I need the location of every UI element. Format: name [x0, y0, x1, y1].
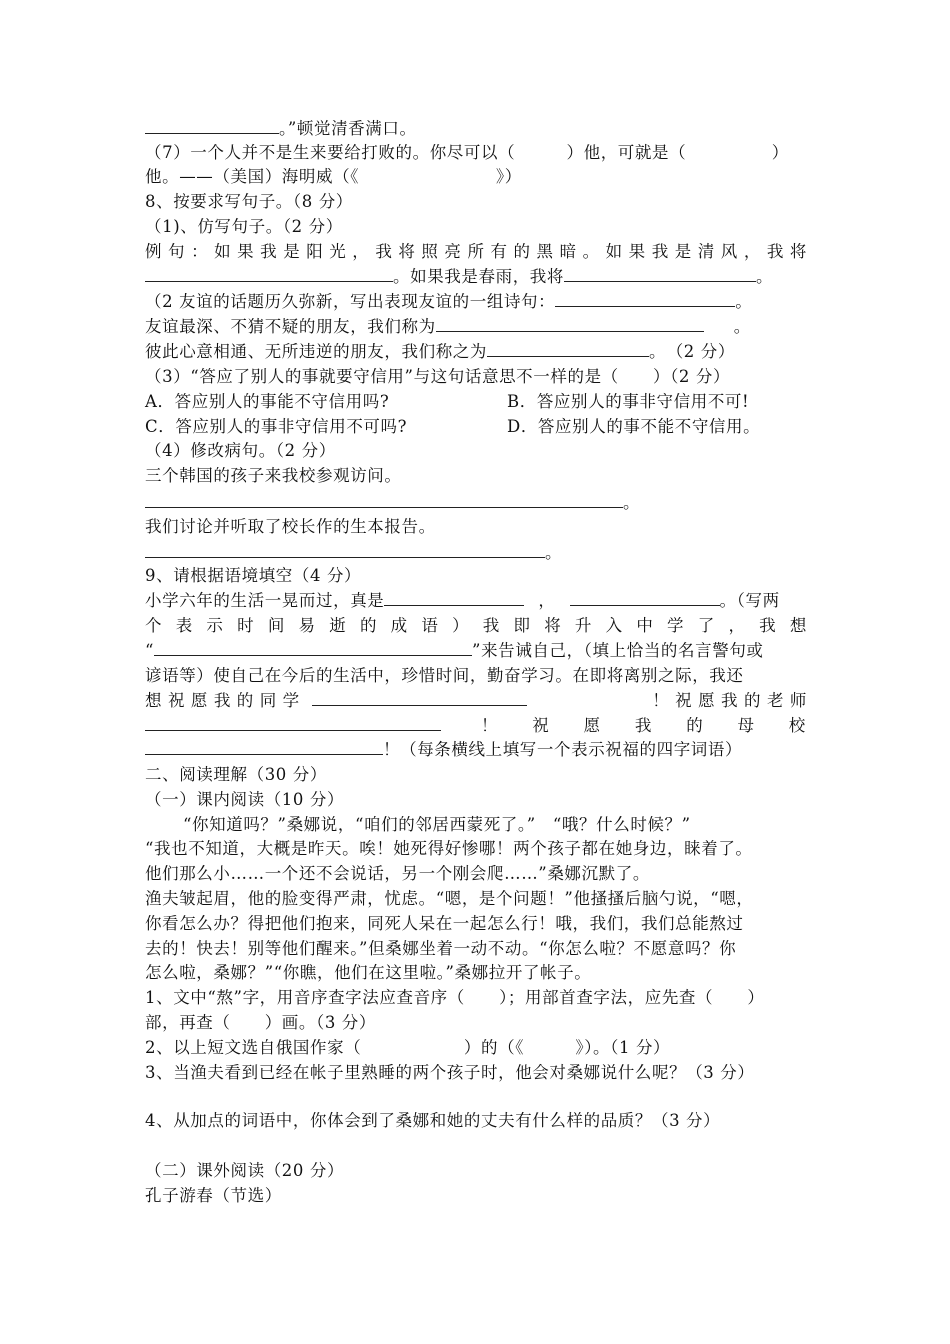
- imitation-line: 。如果我是春雨，我将 。: [145, 264, 807, 289]
- faulty-sentence-1: 三个韩国的孩子来我校参观访问。: [145, 466, 402, 485]
- correction-line-2: 。: [145, 540, 807, 565]
- passage-line: 渔夫皱起眉，他的脸变得严肃，忧虑。“嗯，是个问题！”他搔搔后脑勺说，“嗯，: [145, 889, 754, 908]
- answer-blank[interactable]: [555, 289, 735, 307]
- reading-q4: 4、从加点的词语中，你体会到了桑娜和她的丈夫有什么样的品质？（3 分）: [145, 1111, 721, 1130]
- faulty-sentence-2: 我们讨论并听取了校长作的生本报告。: [145, 517, 436, 536]
- context-fill-2: 个 表 示 时 间 易 逝 的 成 语 ） 我 即 将 升 入 中 学 了 ， 我 想: [145, 616, 807, 635]
- context-fill-7: ！（每条横线上填写一个表示祝福的四字词语）: [145, 737, 807, 762]
- passage-line: “你知道吗？”桑娜说，“咱们的邻居西蒙死了。” “哦？什么时候？”: [183, 815, 691, 834]
- answer-blank[interactable]: [154, 638, 472, 656]
- example-sentence: 例句：如果我是阳光，我将照亮所有的黑暗。如果我是清风，我将: [145, 242, 807, 261]
- friendship-term-2: 彼此心意相通、无所违逆的朋友，我们称之为 。 （2 分）: [145, 339, 807, 364]
- reading-2-heading: （二）课外阅读（20 分）: [145, 1161, 345, 1180]
- correction-line-1: 。: [145, 490, 807, 515]
- options-ab: A．答应别人的事能不守信用吗? B．答应别人的事非守信用不可!: [145, 392, 750, 411]
- reading-q1: 1、文中“熬”字，用音序查字法应查音序（ ）；用部首查字法，应先查（ ）: [145, 988, 765, 1007]
- context-fill-3: “ ”来告诫自己，（填上恰当的名言警句或: [145, 638, 807, 663]
- line-7-end: 。”顿觉清香满口。: [145, 116, 807, 141]
- reading-q1-cont: 部，再查（ ）画。（3 分）: [145, 1013, 376, 1032]
- passage-line: 去的！快去！别等他们醒来。”但桑娜坐着一动不动。“你怎么啦？不愿意吗？你: [145, 939, 737, 958]
- question-8-1: （1)、仿写句子。（2 分）: [145, 217, 343, 236]
- context-fill-6: ！ 祝 愿 我 的 母 校: [145, 713, 807, 738]
- options-cd: C．答应别人的事非守信用不可吗? D．答应别人的事不能不守信用。: [145, 417, 761, 436]
- line-7: （7）一个人并不是生来要给打败的。你尽可以（ ）他，可就是（ ）: [145, 143, 789, 162]
- context-fill-4: 谚语等）使自己在今后的生活中，珍惜时间，勤奋学习。在即将离别之际，我还: [145, 666, 744, 685]
- answer-blank[interactable]: [145, 713, 441, 731]
- answer-blank[interactable]: [487, 339, 649, 357]
- section-2-heading: 二、阅读理解（30 分）: [145, 765, 327, 784]
- reading-q3: 3、当渔夫看到已经在帐子里熟睡的两个孩子时，他会对桑娜说什么呢？（3 分）: [145, 1063, 755, 1082]
- answer-blank[interactable]: [436, 314, 704, 332]
- passage-line: “我也不知道，大概是昨天。唉！她死得好惨哪！两个孩子都在她身边，睐着了。: [145, 839, 753, 858]
- friendship-term-1: 友谊最深、不猜不疑的朋友，我们称为 。: [145, 314, 807, 339]
- answer-blank[interactable]: [145, 264, 393, 282]
- passage-line: 怎么啦，桑娜？”“你瞧，他们在这里啦。”桑娜拉开了帐子。: [145, 963, 592, 982]
- answer-blank[interactable]: [384, 588, 524, 606]
- friendship-poem: （2 友谊的话题历久弥新，写出表现友谊的一组诗句： 。: [145, 289, 807, 314]
- reading-1-heading: （一）课内阅读（10 分）: [145, 790, 345, 809]
- answer-blank[interactable]: [312, 688, 527, 706]
- answer-blank[interactable]: [145, 540, 545, 558]
- passage-title: 孔子游春（节选）: [145, 1186, 282, 1205]
- passage-line: 你看怎么办？得把他们抱来，同死人呆在一起怎么行！哦，我们，我们总能熬过: [145, 914, 744, 933]
- reading-q2: 2、以上短文选自俄国作家（ ）的（《 》）。（1 分）: [145, 1038, 671, 1057]
- answer-blank[interactable]: [570, 588, 720, 606]
- line-7-cont: 他。——（美国）海明威（《 》）: [145, 167, 522, 186]
- question-8-3: （3）“答应了别人的事就要守信用”与这句话意思不一样的是（ ）（2 分）: [145, 367, 731, 386]
- answer-blank[interactable]: [145, 490, 623, 508]
- question-8-4: （4）修改病句。（2 分）: [145, 441, 336, 460]
- answer-blank[interactable]: [564, 264, 756, 282]
- question-9-heading: 9、请根据语境填空（4 分）: [145, 566, 362, 585]
- answer-blank[interactable]: [145, 116, 279, 134]
- context-fill-1: 小学六年的生活一晃而过，真是 ， 。（写两: [145, 588, 807, 613]
- question-8-heading: 8、按要求写句子。（8 分）: [145, 192, 353, 211]
- context-fill-5: 想 祝 愿 我 的 同 学 ！ 祝 愿 我 的 老 师: [145, 688, 807, 713]
- passage-line: 他们那么小……一个还不会说话，另一个刚会爬……”桑娜沉默了。: [145, 864, 650, 883]
- answer-blank[interactable]: [145, 737, 383, 755]
